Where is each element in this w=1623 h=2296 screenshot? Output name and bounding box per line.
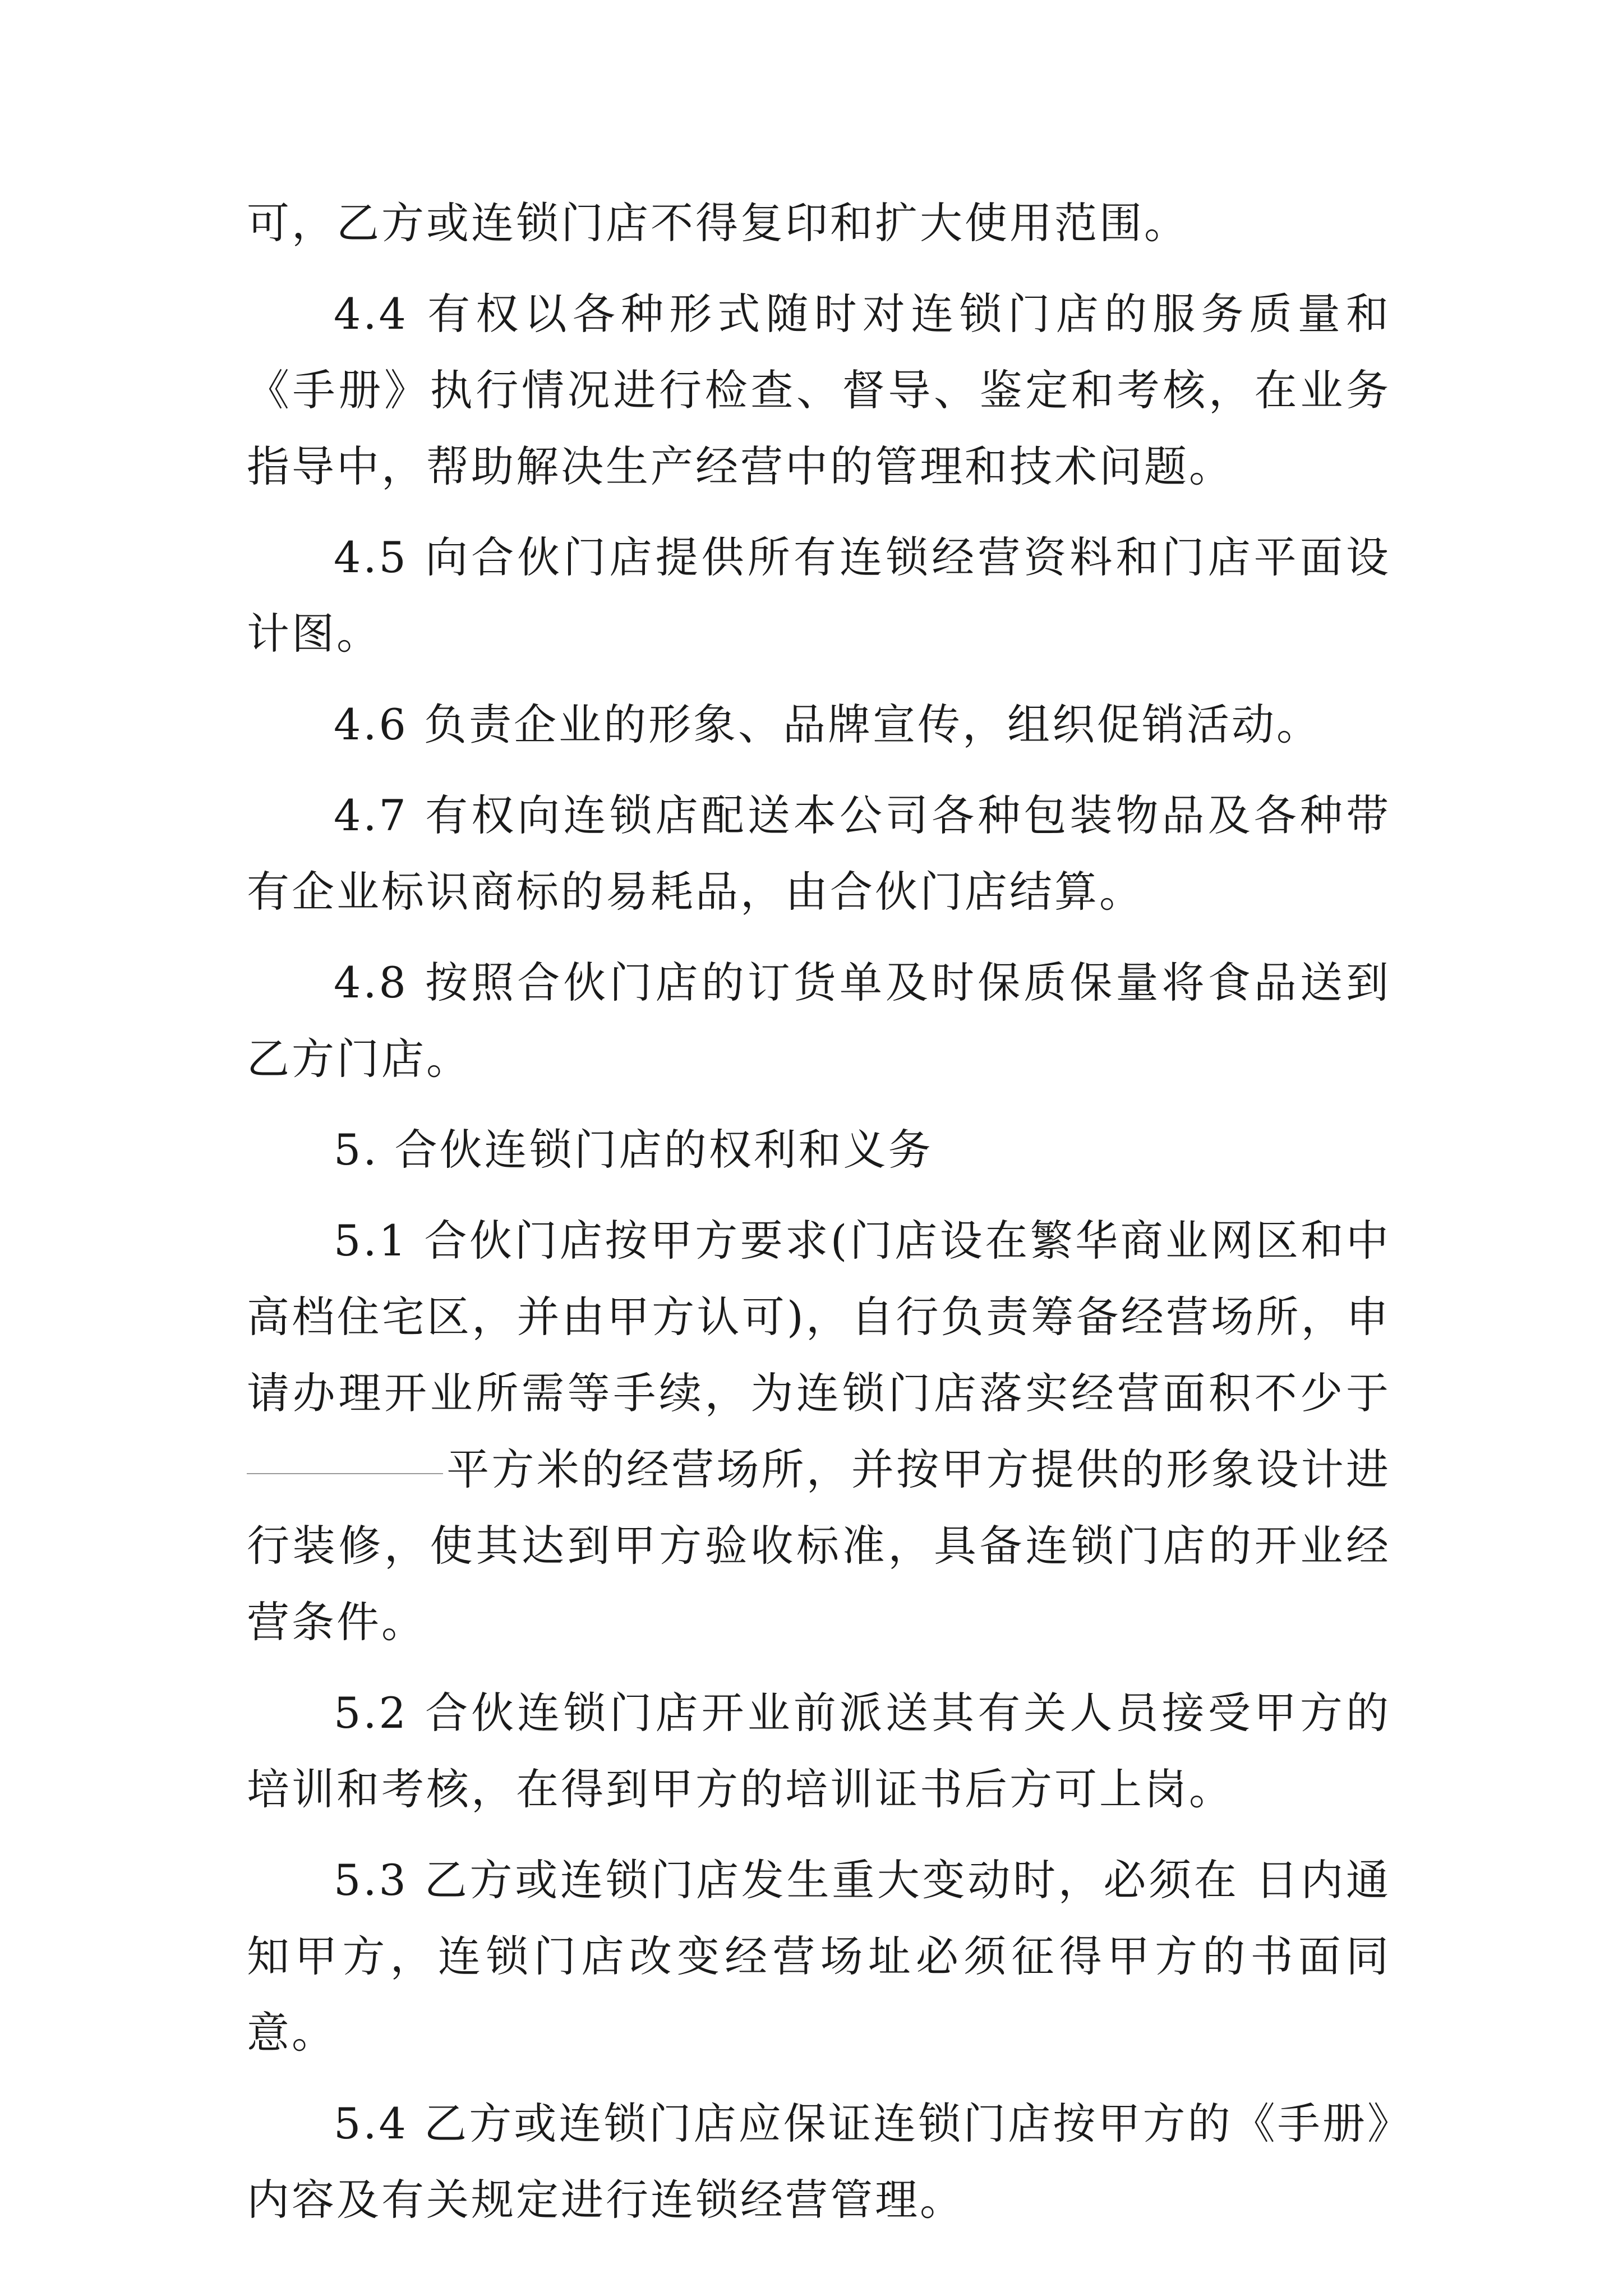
paragraph-5-1 [247,1203,1391,1660]
paragraph-4-4: 4.4 有权以各种形式随时对连锁门店的服务质量和《手册》执行情况进行检查、督导、鉴定和考核，在业务指导中，帮助解决生产经营中的管理和技术问题。 [247,289,1391,491]
paragraph-4-5: 4.5 向合伙门店提供所有连锁经营资料和门店平面设计图。 [247,532,1391,659]
paragraph-5-1-part-2: 平方米的经营场所，并按甲方提供的形象设计进行装修，使其达到甲方验收标准，具备连锁门店的开业经营条件。 [247,1444,1391,1647]
fill-in-blank-area [247,1473,443,1474]
paragraph-5-4: 5.4 乙方或连锁门店应保证连锁门店按甲方的《手册》内容及有关规定进行连锁经营管理。 [247,2099,1391,2225]
paragraph-5-3: 5.3 乙方或连锁门店发生重大变动时，必须在 日内通知甲方，连锁门店改变经营场址必须征得甲方的书面同意。 [247,1855,1391,2058]
document-body [247,185,1391,2253]
paragraph-5-2: 5.2 合伙连锁门店开业前派送其有关人员接受甲方的培训和考核，在得到甲方的培训证书后方可上岗。 [247,1688,1391,1814]
paragraph-4-7: 4.7 有权向连锁店配送本公司各种包装物品及各种带有企业标识商标的易耗品，由合伙门店结算。 [247,790,1391,917]
paragraph-4-8: 4.8 按照合伙门店的订货单及时保质保量将食品送到乙方门店。 [247,958,1391,1084]
paragraph-continuation: 可，乙方或连锁门店不得复印和扩大使用范围。 [247,198,1189,248]
paragraph-5-1-part-1: 5.1 合伙门店按甲方要求(门店设在繁华商业网区和中高档住宅区，并由甲方认可)，自行负责筹备经营场所，申请办理开业所需等手续，为连锁门店落实经营面积不少于 [247,1216,1391,1418]
section-heading-5: 5. 合伙连锁门店的权利和义务 [334,1125,933,1175]
paragraph-4-6: 4.6 负责企业的形象、品牌宣传，组织促销活动。 [334,700,1322,749]
